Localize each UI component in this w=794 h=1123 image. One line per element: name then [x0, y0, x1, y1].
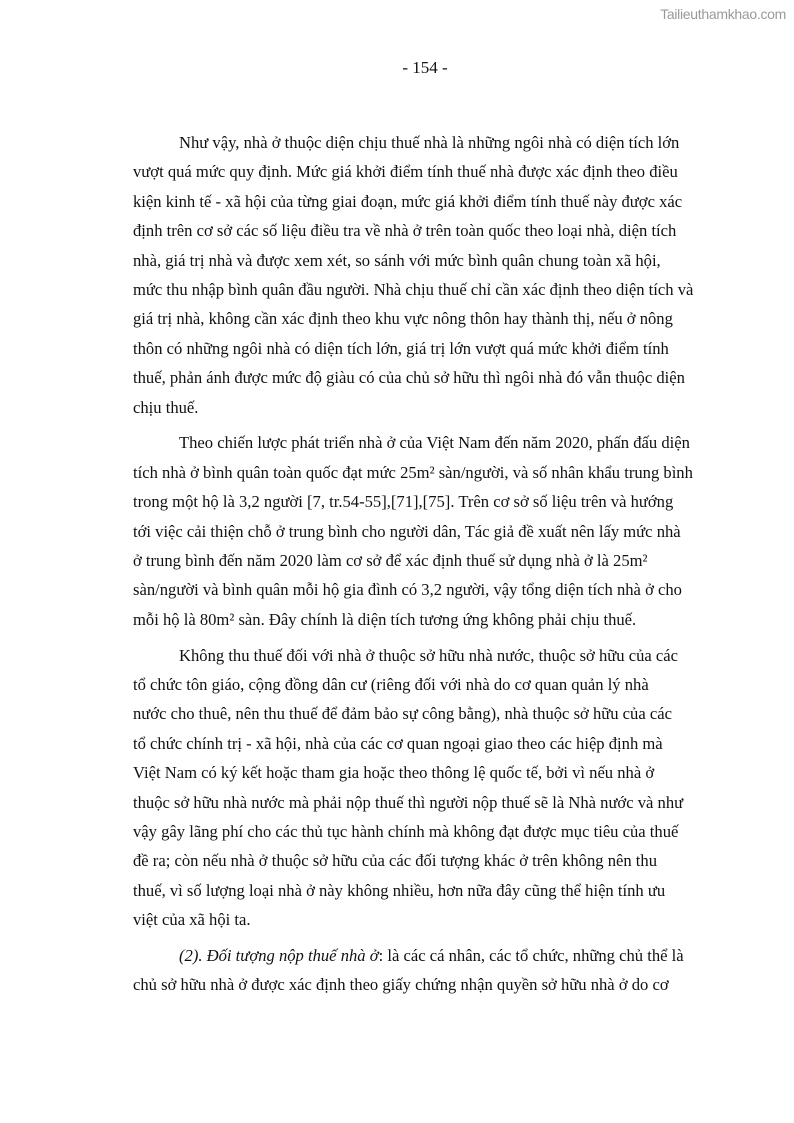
- text-line: kiện kinh tế - xã hội của từng giai đoạn, mức giá khởi điểm tính thuế này được xác: [133, 191, 683, 211]
- text-line: mức thu nhập bình quân đầu người. Nhà chịu thuế chỉ cần xác định theo diện tích và: [133, 279, 694, 299]
- text-line: [133, 941, 684, 970]
- text-line: mỗi hộ là 80m² sàn. Đây chính là diện tích tương ứng không phải chịu thuế.: [133, 609, 637, 629]
- text-line: giá trị nhà, không cần xác định theo khu vực nông thôn hay thành thị, nếu ở nông: [133, 309, 673, 329]
- text-line: ở trung bình đến năm 2020 làm cơ sở để xác định thuế sử dụng nhà ở là 25m²: [133, 550, 648, 570]
- text-line: trong một hộ là 3,2 người [7, tr.54-55],[71],[75]. Trên cơ sở số liệu trên và hướng: [133, 492, 674, 512]
- text-line: Không thu thuế đối với nhà ở thuộc sở hữu nhà nước, thuộc sở hữu của các: [179, 645, 678, 665]
- text-line: thuế, vì số lượng loại nhà ở này không nhiều, hơn nữa đây cũng thể hiện tính ưu: [133, 880, 666, 900]
- text-line: việt của xã hội ta.: [133, 910, 251, 930]
- text-line: định trên cơ sở các số liệu điều tra về nhà ở trên toàn quốc theo loại nhà, diện tích: [133, 221, 677, 241]
- paragraph-3: [133, 641, 684, 935]
- text-line: Theo chiến lược phát triển nhà ở của Việt Nam đến năm 2020, phấn đấu diện: [179, 433, 690, 453]
- text-line: thuộc sở hữu nhà nước mà phải nộp thuế thì người nộp thuế sẽ là Nhà nước và như: [133, 792, 684, 812]
- text-line: nước cho thuê, nên thu thuế để đảm bảo sự công bằng), nhà thuộc sở hữu của các: [133, 704, 672, 724]
- text-line: sàn/người và bình quân mỗi hộ gia đình có 3,2 người, vậy tổng diện tích nhà ở cho: [133, 580, 682, 600]
- text-line: thôn có những ngôi nhà có diện tích lớn, giá trị lớn vượt quá mức khởi điểm tính: [133, 338, 669, 358]
- page-number: - 154 -: [402, 58, 448, 77]
- text-line: chủ sở hữu nhà ở được xác định theo giấy chứng nhận quyền sở hữu nhà ở do cơ: [133, 975, 669, 995]
- text-line: Việt Nam có ký kết hoặc tham gia hoặc theo thông lệ quốc tế, bởi vì nếu nhà ở: [133, 763, 655, 783]
- text-line: tới việc cải thiện chỗ ở trung bình cho người dân, Tác giả đề xuất nên lấy mức nhà: [133, 521, 681, 541]
- paragraph-4: [133, 941, 684, 1000]
- text-line: vượt quá mức quy định. Mức giá khởi điểm tính thuế nhà được xác định theo điều: [133, 162, 678, 182]
- document-body: [133, 128, 694, 1006]
- text-line: tổ chức chính trị - xã hội, nhà của các cơ quan ngoại giao theo các hiệp định mà: [133, 733, 663, 753]
- text-line: đề ra; còn nếu nhà ở thuộc sở hữu của các đối tượng khác ở trên không nên thu: [133, 851, 658, 871]
- text-line: nhà, giá trị nhà và được xem xét, so sánh với mức bình quân chung toàn xã hội,: [133, 250, 661, 270]
- text-line: thuế, phản ánh được mức độ giàu có của chủ sở hữu thì ngôi nhà đó vẫn thuộc diện: [133, 368, 685, 388]
- text-line: Như vậy, nhà ở thuộc diện chịu thuế nhà là những ngôi nhà có diện tích lớn: [179, 133, 680, 152]
- paragraph-2: [133, 428, 693, 634]
- text-line: chịu thuế.: [133, 397, 199, 417]
- text-span: : là các cá nhân, các tổ chức, những chủ thể là: [378, 946, 684, 966]
- italic-heading: (2). Đối tượng nộp thuế nhà ở: [179, 946, 379, 966]
- text-line: tích nhà ở bình quân toàn quốc đạt mức 25m² sàn/người, và số nhân khẩu trung bình: [133, 462, 693, 482]
- paragraph-1: [133, 128, 694, 422]
- text-line: vậy gây lãng phí cho các thủ tục hành chính mà không đạt được mục tiêu của thuế: [133, 821, 679, 841]
- text-line: tổ chức tôn giáo, cộng đồng dân cư (riêng đối với nhà do cơ quan quản lý nhà: [133, 675, 649, 695]
- watermark: Tailieuthamkhao.com: [660, 6, 786, 22]
